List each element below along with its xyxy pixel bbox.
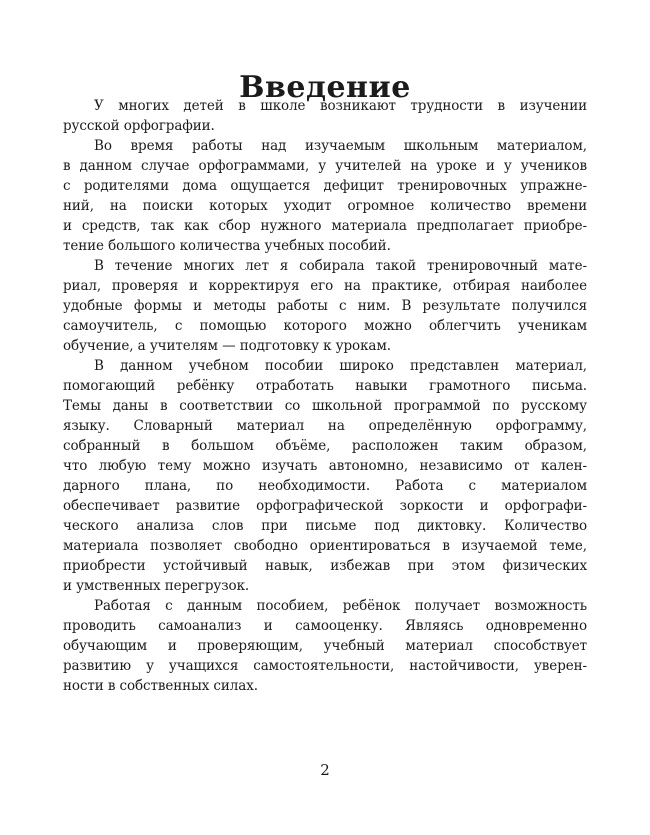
text-line: с родителями дома ощущается дефицит тренировочных упражне- bbox=[63, 178, 587, 194]
text-line: развитию у учащихся самостоятельности, настойчивости, уверен- bbox=[63, 658, 587, 674]
text-line: ний, на поиски которых уходит огромное количество времени bbox=[63, 198, 587, 214]
text-line: дарного плана, по необходимости. Работа с материалом bbox=[63, 478, 587, 494]
text-line: языку. Словарный материал на определённую орфограмму, bbox=[63, 418, 587, 434]
text-line: самоучитель, с помощью которого можно облегчить ученикам bbox=[63, 318, 587, 334]
text-line: что любую тему можно изучать автономно, независимо от кален- bbox=[63, 458, 587, 474]
page-title: Введение bbox=[239, 70, 411, 106]
text-line: обучение, а учителям — подготовку к урокам. bbox=[63, 338, 391, 354]
text-line: собранный в большом объёме, расположен таким образом, bbox=[63, 438, 587, 454]
text-line: У многих детей в школе возникают трудности в изучении bbox=[94, 98, 587, 114]
text-line: Работая с данным пособием, ребёнок получает возможность bbox=[94, 598, 587, 614]
text-line: проводить самоанализ и самооценку. Являясь одновременно bbox=[63, 618, 587, 634]
text-line: обучающим и проверяющим, учебный материал способствует bbox=[63, 638, 587, 654]
text-line: В течение многих лет я собирала такой тренировочный мате- bbox=[94, 258, 587, 274]
text-line: ческого анализа слов при письме под диктовку. Количество bbox=[63, 518, 587, 534]
introduction-text bbox=[63, 96, 587, 696]
text-line: русской орфографии. bbox=[63, 118, 215, 134]
text-line: приобрести устойчивый навык, избежав при этом физических bbox=[63, 558, 587, 574]
text-line: риал, проверяя и корректируя его на практике, отбирая наиболее bbox=[63, 278, 587, 294]
text-line: материала позволяет свободно ориентироваться в изучаемой теме, bbox=[63, 538, 587, 554]
text-line: Темы даны в соответствии со школьной программой по русскому bbox=[63, 398, 587, 414]
text-line: В данном учебном пособии широко представлен материал, bbox=[94, 358, 587, 374]
text-line: удобные формы и методы работы с ним. В результате получился bbox=[63, 298, 587, 314]
text-line: и средств, так как сбор нужного материала предполагает приобре- bbox=[63, 218, 587, 234]
text-line: и умственных перегрузок. bbox=[63, 578, 250, 594]
text-line: тение большого количества учебных пособий. bbox=[63, 238, 391, 254]
page-number: 2 bbox=[320, 761, 330, 779]
text-line: помогающий ребёнку отработать навыки грамотного письма. bbox=[63, 378, 587, 394]
text-line: обеспечивает развитие орфографической зоркости и орфографи- bbox=[63, 498, 587, 514]
text-line: в данном случае орфограммами, у учителей на уроке и у учеников bbox=[63, 158, 587, 174]
text-line: Во время работы над изучаемым школьным материалом, bbox=[94, 138, 587, 154]
text-line: ности в собственных силах. bbox=[63, 678, 258, 694]
